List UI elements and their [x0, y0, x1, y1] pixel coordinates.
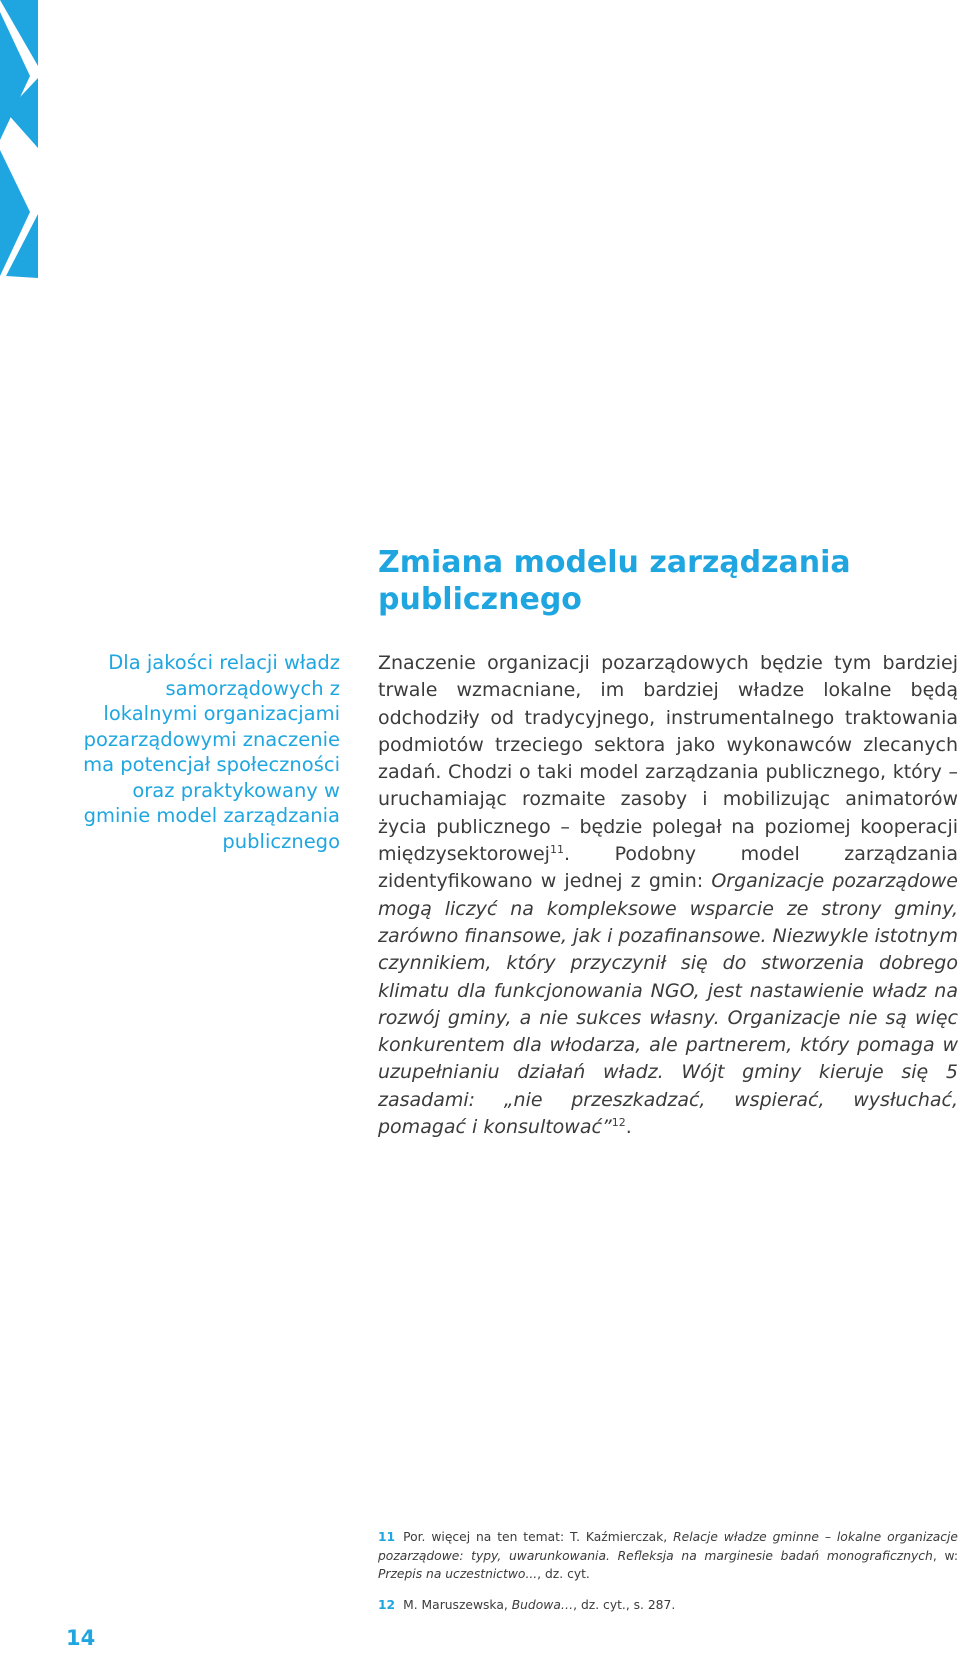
body-paragraph-1: Znaczenie organizacji pozarządowych będzie tym bardziej trwale wzmacniane, im bardziej władze lokalne będą odchodziły od tradycyjnego, instrumentalnego traktowania podmiotów trzeciego sektora jako wykonawców zlecanych zadań. Chodzi o taki model zarządzania publicznego, który – uruchamiając rozmaite zasoby i mobilizując animatorów życia publicznego – będzie polegał na poziomej kooperacji międzysektorowej	[378, 652, 958, 866]
page-number: 14	[66, 1626, 96, 1650]
punctuation: .	[625, 1116, 632, 1139]
footnote-text: , w:	[932, 1548, 958, 1563]
footnote-italic-text: Relacje władze gminne – lokalne organizacje pozarządowe: typy, uwarunkowania. Refleksja na marginesie badań monograficznych	[378, 1530, 958, 1563]
punctuation: .	[563, 843, 570, 866]
section-title: Zmiana modelu zarządzania publicznego	[378, 545, 851, 617]
footnote-italic-text: Przepis na uczestnictwo...	[378, 1567, 538, 1581]
body-text	[378, 650, 958, 1141]
footnotes	[378, 1528, 958, 1626]
body-paragraph-2-intro: Podobny model zarządzania zidentyfikowano w jednej z gmin:	[378, 843, 958, 893]
margin-callout: Dla jakości relacji władz samorządowych z lokalnymi organizacjami pozarządowymi znaczenie ma potencjał społeczności oraz praktykowany w gminie model zarządzania publicznego	[83, 651, 340, 853]
footnote-11	[378, 1528, 958, 1584]
decorative-corner-triangles	[0, 0, 40, 278]
footnote-italic-text: Budowa…	[511, 1597, 574, 1612]
footnote-text: Por. więcej na ten temat: T. Kaźmierczak,	[403, 1530, 674, 1544]
footnote-ref-12: 12	[611, 1116, 626, 1130]
footnote-text: M. Maruszewska,	[403, 1597, 512, 1612]
footnote-ref-11: 11	[549, 843, 564, 857]
footnote-number: 11	[378, 1530, 396, 1544]
footnote-text: , dz. cyt.	[537, 1567, 590, 1581]
footnote-text: , dz. cyt., s. 287.	[573, 1597, 676, 1612]
footnote-number: 12	[378, 1597, 396, 1612]
footnote-12	[378, 1596, 958, 1615]
italic-quote: Organizacje pozarządowe mogą liczyć na kompleksowe wsparcie ze strony gminy, zarówno finansowe, jak i pozafinansowe. Niezwykle istotnym czynnikiem, który przyczynił się do stworzenia dobrego klimatu dla funkcjonowania NGO, jest nastawienie władz na rozwój gminy, a nie sukces własny. Organizacje nie są więc konkurentem dla włodarza, ale partnerem, który pomaga w uzupełnianiu działań władz. Wójt gminy kieruje się 5 zasadami: „nie przeszkadzać, wspierać, wysłuchać, pomagać i konsultować”	[378, 870, 958, 1139]
